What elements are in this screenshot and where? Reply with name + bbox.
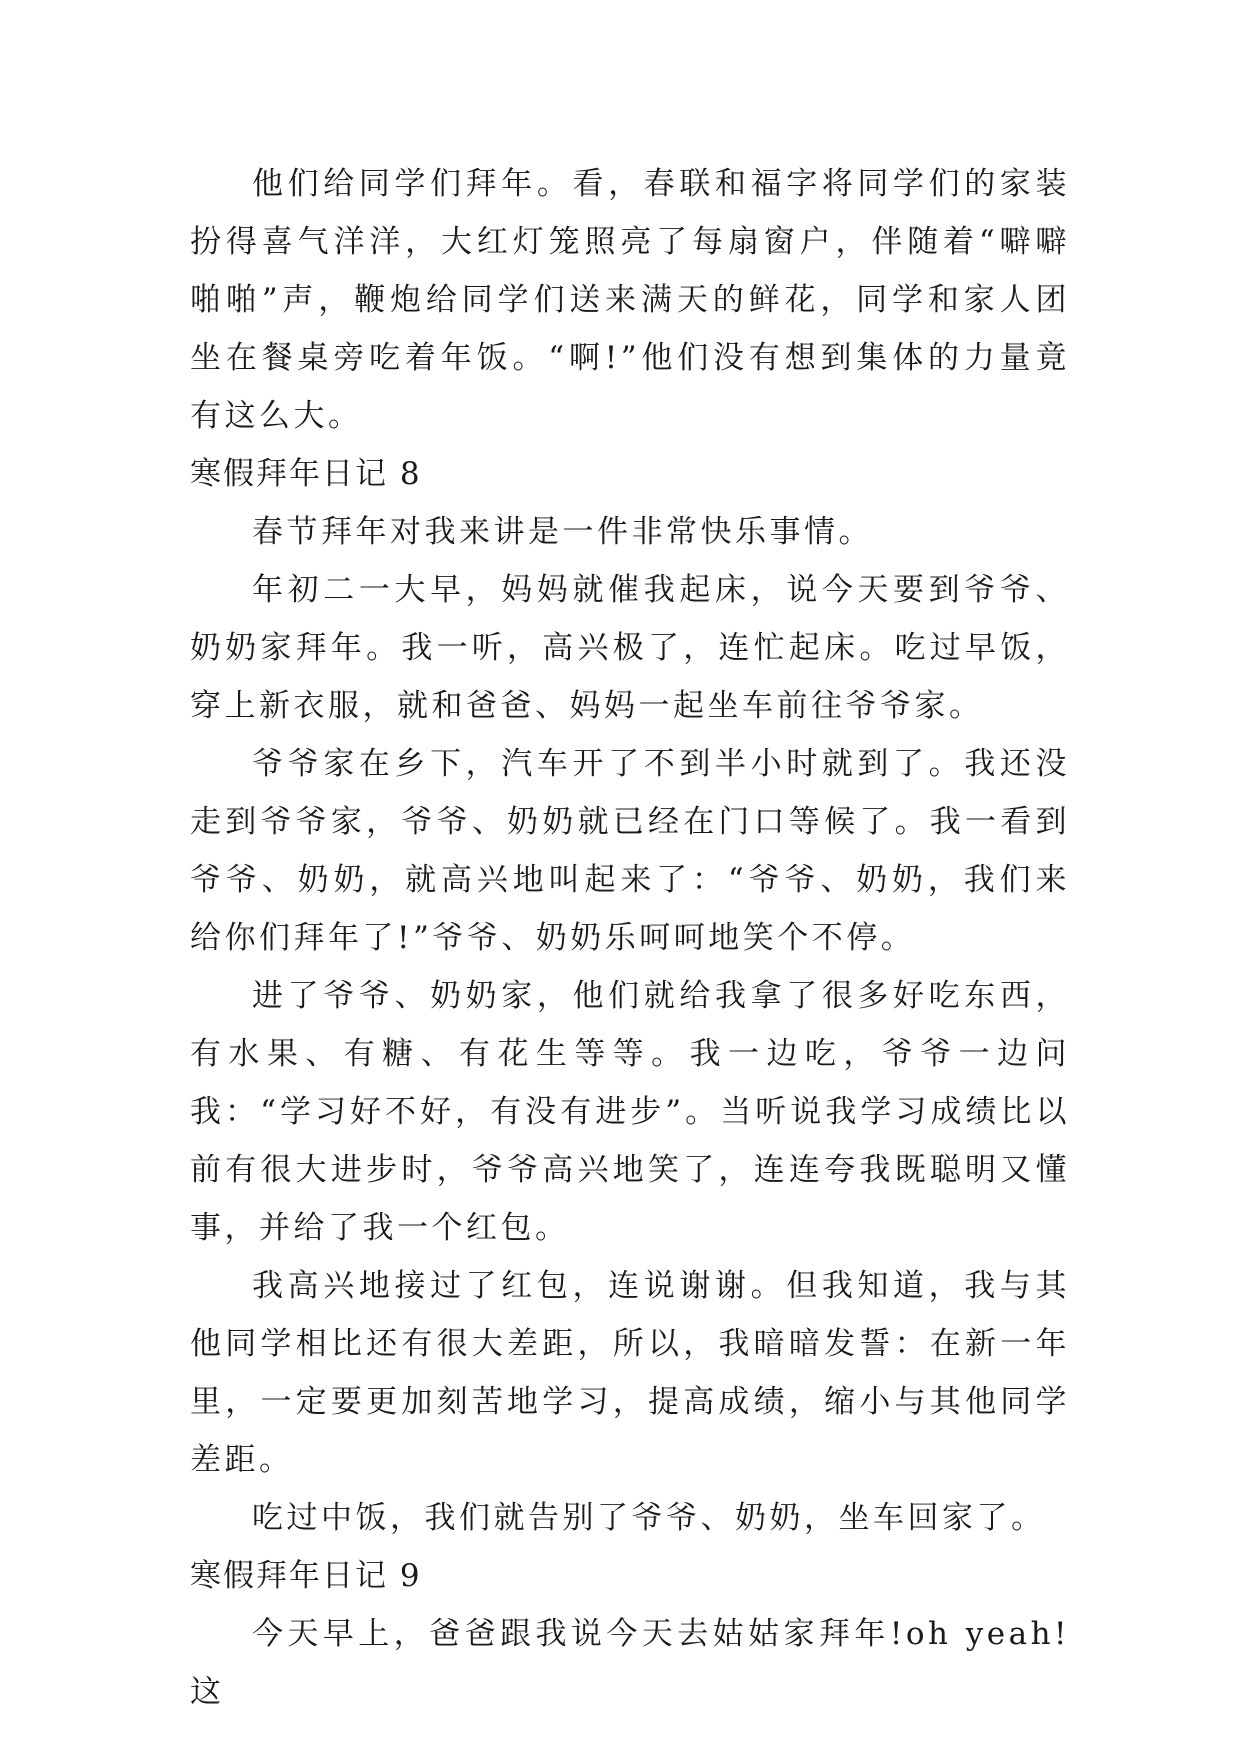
paragraph: 爷爷家在乡下，汽车开了不到半小时就到了。我还没走到爷爷家，爷爷、奶奶就已经在门口等候了。我一看到爷爷、奶奶，就高兴地叫起来了：“爷爷、奶奶，我们来给你们拜年了!”爷爷、奶奶乐呵呵地笑个不停。: [190, 746, 1070, 956]
paragraph: 年初二一大早，妈妈就催我起床，说今天要到爷爷、奶奶家拜年。我一听，高兴极了，连忙起床。吃过早饭，穿上新衣服，就和爸爸、妈妈一起坐车前往爷爷家。: [190, 572, 1070, 724]
paragraph: 春节拜年对我来讲是一件非常快乐事情。: [252, 514, 873, 550]
document-page: [190, 155, 1070, 1721]
paragraph: 我高兴地接过了红包，连说谢谢。但我知道，我与其他同学相比还有很大差距，所以，我暗暗发誓：在新一年里，一定要更加刻苦地学习，提高成绩，缩小与其他同学差距。: [190, 1268, 1070, 1478]
paragraph: 进了爷爷、奶奶家，他们就给我拿了很多好吃东西，有水果、有糖、有花生等等。我一边吃，爷爷一边问我：“学习好不好，有没有进步”。当听说我学习成绩比以前有很大进步时，爷爷高兴地笑了，连连夸我既聪明又懂事，并给了我一个红包。: [190, 978, 1070, 1246]
paragraph: 今天早上，爸爸跟我说今天去姑姑家拜年!oh yeah!这: [190, 1616, 1070, 1710]
section-heading: 寒假拜年日记 8: [190, 456, 422, 492]
section-heading: 寒假拜年日记 9: [190, 1558, 422, 1594]
paragraph: 他们给同学们拜年。看，春联和福字将同学们的家装扮得喜气洋洋，大红灯笼照亮了每扇窗户，伴随着“噼噼啪啪”声，鞭炮给同学们送来满天的鲜花，同学和家人团坐在餐桌旁吃着年饭。“啊!”他们没有想到集体的力量竟有这么大。: [190, 166, 1070, 434]
paragraph: 吃过中饭，我们就告别了爷爷、奶奶，坐车回家了。: [252, 1500, 1046, 1536]
